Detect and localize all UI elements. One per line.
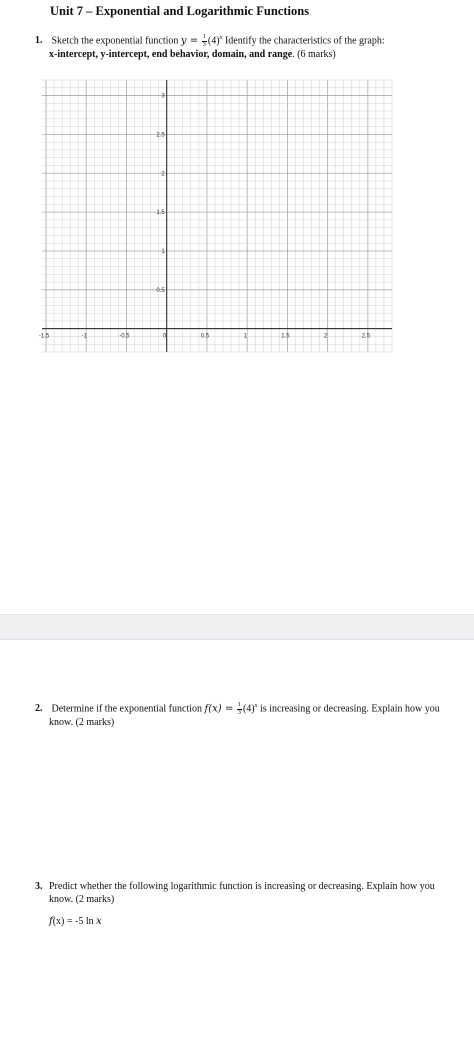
y-tick-label: 2 bbox=[161, 171, 165, 178]
page-title: Unit 7 – Exponential and Logarithmic Functions bbox=[50, 4, 310, 18]
fraction-numerator: 1 bbox=[237, 701, 241, 709]
y-tick-label: 2.5 bbox=[156, 132, 165, 139]
y-tick-label: 0.5 bbox=[156, 287, 165, 294]
question-line-2: know. (2 marks) bbox=[49, 894, 115, 905]
equation-lhs: y = bbox=[180, 35, 199, 47]
page-separator bbox=[0, 614, 474, 640]
question-line-2: know. (2 marks) bbox=[49, 717, 115, 729]
y-tick-label: 1 bbox=[161, 248, 165, 255]
function-expression bbox=[35, 915, 435, 928]
question-text-tail: Identify the characteristics of the graph: bbox=[224, 35, 385, 47]
question-text: Sketch the exponential function bbox=[51, 35, 179, 47]
x-tick-label: 2 bbox=[323, 333, 328, 340]
fraction-numerator: 1 bbox=[202, 33, 206, 41]
x-tick-label: -1.5 bbox=[38, 333, 50, 340]
function-name: f bbox=[49, 916, 53, 927]
x-tick-label: 1 bbox=[243, 333, 247, 340]
fraction-denominator: 3 bbox=[237, 708, 241, 716]
characteristics-list: x-intercept, y-intercept, end behavior, domain, and range bbox=[49, 49, 293, 61]
marks-text: . (6 marks) bbox=[292, 49, 336, 61]
question-2 bbox=[35, 699, 440, 729]
question-text-tail: is increasing or decreasing. Explain how you bbox=[260, 703, 440, 715]
equation-exponent: x bbox=[219, 34, 223, 41]
question-line-2 bbox=[35, 48, 385, 61]
coordinate-grid bbox=[38, 80, 392, 352]
x-tick-label: 1.5 bbox=[281, 333, 290, 340]
x-tick-label: 2.5 bbox=[361, 333, 371, 340]
x-tick-label: 0.5 bbox=[200, 333, 210, 340]
equation-base: (4) bbox=[242, 703, 255, 715]
function-variable: x bbox=[96, 916, 102, 927]
question-number: 2. bbox=[35, 703, 43, 715]
equation-exponent: x bbox=[254, 702, 258, 709]
fraction-denominator: 3 bbox=[202, 40, 206, 48]
x-tick-label: -1 bbox=[81, 333, 87, 340]
question-number: 1. bbox=[35, 35, 43, 47]
function-body: (x) = -5 ln bbox=[52, 916, 94, 927]
fraction bbox=[202, 34, 207, 48]
question-text: Determine if the exponential function bbox=[51, 703, 203, 715]
y-tick-label: 3 bbox=[161, 93, 165, 100]
equation-lhs: f(x) = bbox=[204, 703, 234, 715]
y-tick-label: 1.5 bbox=[156, 210, 165, 217]
x-tick-label: -0.5 bbox=[119, 333, 130, 340]
question-number: 3. bbox=[35, 881, 43, 892]
fraction bbox=[237, 702, 242, 716]
question-1 bbox=[35, 31, 385, 61]
x-tick-label: 0 bbox=[163, 333, 167, 340]
equation-base: (4) bbox=[207, 35, 220, 47]
question-3 bbox=[35, 880, 435, 928]
question-text: Predict whether the following logarithmic function is increasing or decreasing. Explain how you bbox=[49, 881, 435, 892]
